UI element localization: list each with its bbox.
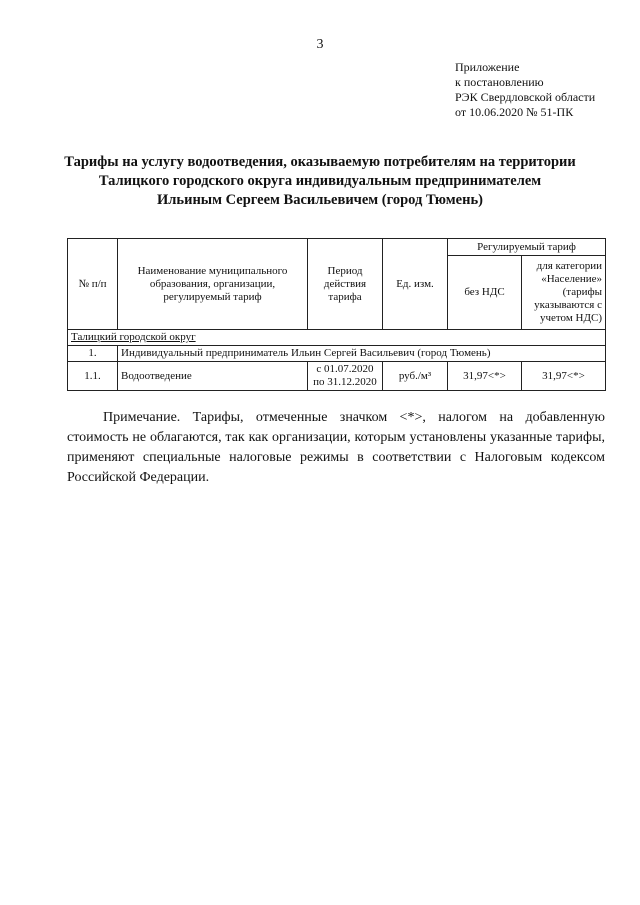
appendix-block — [455, 60, 595, 120]
title-line: Тарифы на услугу водоотведения, оказываемую потребителям на территории — [64, 154, 576, 170]
title-line: Ильиным Сергеем Васильевичем (город Тюмень) — [157, 192, 483, 208]
appendix-line: Приложение — [455, 60, 520, 74]
note-paragraph: Примечание. Тарифы, отмеченные значком <*>, налогом на добавленную стоимость не облагаются, так как организации, которым установлены указанные тарифы, применяют специальные налоговые режимы в соответствии с Налоговым кодексом Российской Федерации. — [67, 410, 605, 485]
appendix-line: РЭК Свердловской области — [455, 90, 596, 104]
region-row — [68, 330, 606, 346]
page-number: 3 — [316, 37, 324, 52]
period-from: с 01.07.2020 — [316, 363, 374, 375]
header-unit: Ед. изм. — [383, 239, 448, 330]
header-period: Период действия тарифа — [308, 239, 383, 330]
header-without-vat: без НДС — [448, 256, 522, 330]
table-header-row — [68, 239, 606, 256]
row-service: Водоотведение — [118, 362, 308, 391]
row-period — [308, 362, 383, 391]
row-num: 1.1. — [68, 362, 118, 391]
tariffs-table — [67, 238, 606, 391]
header-population: для категории «Население» (тарифы указываются с учетом НДС) — [522, 256, 606, 330]
period-to: по 31.12.2020 — [313, 376, 377, 388]
org-name: Индивидуальный предприниматель Ильин Сергей Васильевич (город Тюмень) — [118, 346, 606, 362]
table-row — [68, 362, 606, 391]
row-without-vat: 31,97<*> — [448, 362, 522, 391]
title-line: Талицкого городского округа индивидуальным предпринимателем — [98, 173, 542, 189]
row-population: 31,97<*> — [522, 362, 606, 391]
org-num: 1. — [68, 346, 118, 362]
header-num: № п/п — [68, 239, 118, 330]
document-title — [40, 153, 600, 210]
header-name: Наименование муниципального образования, организации, регулируемый тариф — [118, 239, 308, 330]
appendix-line: к постановлению — [455, 75, 544, 89]
region-name: Талицкий городской округ — [68, 330, 606, 346]
header-tariff-group: Регулируемый тариф — [448, 239, 606, 256]
appendix-line: от 10.06.2020 № 51-ПК — [455, 105, 574, 119]
organization-row — [68, 346, 606, 362]
row-unit: руб./м³ — [383, 362, 448, 391]
